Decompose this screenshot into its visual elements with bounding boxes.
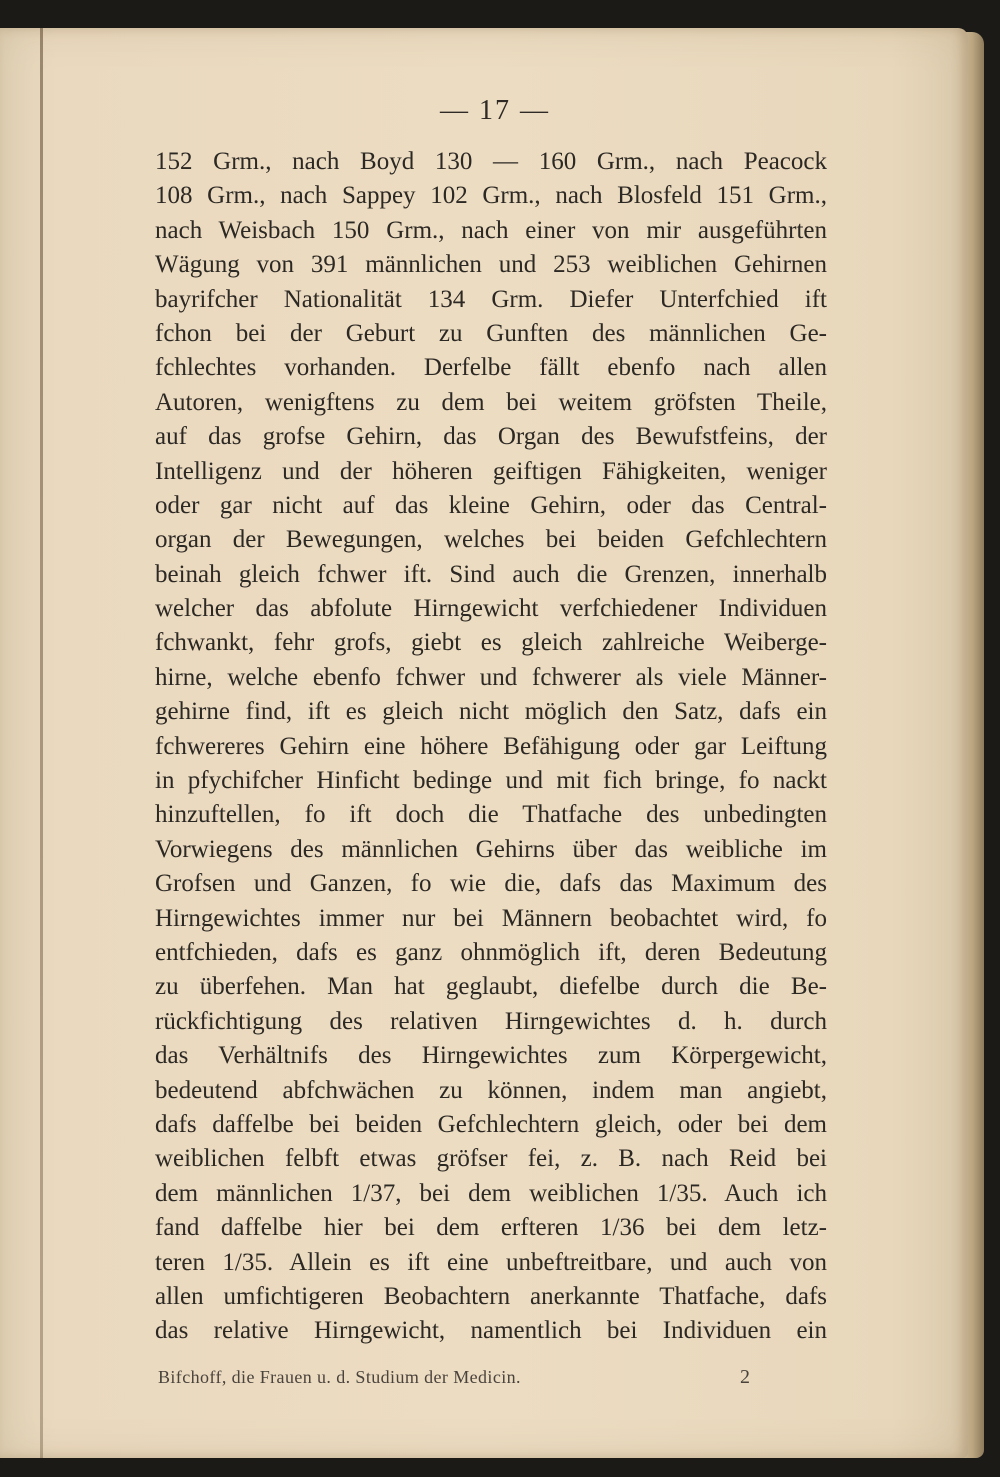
text-line: organ der Bewegungen, welches bei beiden Gefchlechtern [155,526,827,554]
text-line: gehirne find, ift es gleich nicht möglich den Satz, dafs ein [155,698,827,726]
text-line: fchlechtes vorhanden. Derfelbe fällt ebenfo nach allen [155,354,827,382]
text-line: Wägung von 391 männlichen und 253 weiblichen Gehirnen [155,251,827,279]
text-line: hinzuftellen, fo ift doch die Thatfache des unbedingten [155,801,827,829]
text-line: hirne, welche ebenfo fchwer und fchwerer als viele Männer- [155,663,827,691]
text-line: auf das grofse Gehirn, das Organ des Bewufstfeins, der [155,423,827,451]
text-line: welcher das abfolute Hirngewicht verfchiedener Individuen [155,595,827,623]
text-line: Vorwiegens des männlichen Gehirns über das weibliche im [155,835,827,863]
text-line: 152 Grm., nach Boyd 130 — 160 Grm., nach Peacock [155,148,827,175]
text-line: fchwereres Gehirn eine höhere Befähigung oder gar Leiftung [155,732,827,760]
text-line: dem männlichen 1/37, bei dem weiblichen 1/35. Auch ich [155,1179,827,1207]
text-line: 108 Grm., nach Sappey 102 Grm., nach Blosfeld 151 Grm., [155,182,827,210]
footer-signature-mark: 2 [740,1366,750,1388]
text-line: Intelligenz und der höheren geiftigen Fähigkeiten, weniger [155,457,827,485]
text-line: beinah gleich fchwer ift. Sind auch die Grenzen, innerhalb [155,560,827,588]
text-line: fchwankt, fehr grofs, giebt es gleich zahlreiche Weiberge- [155,629,827,657]
text-line: Hirngewichtes immer nur bei Männern beobachtet wird, fo [155,904,827,932]
text-line: bayrifcher Nationalität 134 Grm. Diefer Unterfchied ift [155,285,827,313]
page-number-header: — 17 — [440,95,550,126]
page-footer [158,1362,750,1392]
binding-gutter [40,28,43,1458]
text-line: fchon bei der Geburt zu Gunften des männlichen Ge- [155,319,827,347]
text-line: oder gar nicht auf das kleine Gehirn, oder das Central- [155,491,827,519]
text-line: zu überfehen. Man hat geglaubt, diefelbe durch die Be- [155,973,827,1001]
text-line: teren 1/35. Allein es ift eine unbeftreitbare, und auch von [155,1248,827,1276]
text-line: das relative Hirngewicht, namentlich bei Individuen ein [155,1317,827,1345]
footer-running-title: Bifchoff, die Frauen u. d. Studium der Medicin. [158,1367,521,1387]
text-line: rückfichtigung des relativen Hirngewichtes d. h. durch [155,1007,827,1035]
body-text [155,145,827,1349]
text-line: nach Weisbach 150 Grm., nach einer von mir ausgeführten [155,216,827,244]
text-line: bedeutend abfchwächen zu können, indem man angiebt, [155,1076,827,1104]
text-line: in pfychifcher Hinficht bedinge und mit fich bringe, fo nackt [155,767,827,795]
text-line: dafs daffelbe bei beiden Gefchlechtern gleich, oder bei dem [155,1110,827,1138]
text-line: fand daffelbe hier bei dem erfteren 1/36 bei dem letz- [155,1214,827,1242]
text-line: weiblichen felbft etwas gröfser fei, z. B. nach Reid bei [155,1145,827,1173]
text-line: allen umfichtigeren Beobachtern anerkannte Thatfache, dafs [155,1282,827,1310]
text-line: Grofsen und Ganzen, fo wie die, dafs das Maximum des [155,870,827,898]
text-line: das Verhältnifs des Hirngewichtes zum Körpergewicht, [155,1042,827,1070]
text-line: Autoren, wenigftens zu dem bei weitem gröfsten Theile, [155,388,827,416]
text-line: entfchieden, dafs es ganz ohnmöglich ift, deren Bedeutung [155,938,827,966]
